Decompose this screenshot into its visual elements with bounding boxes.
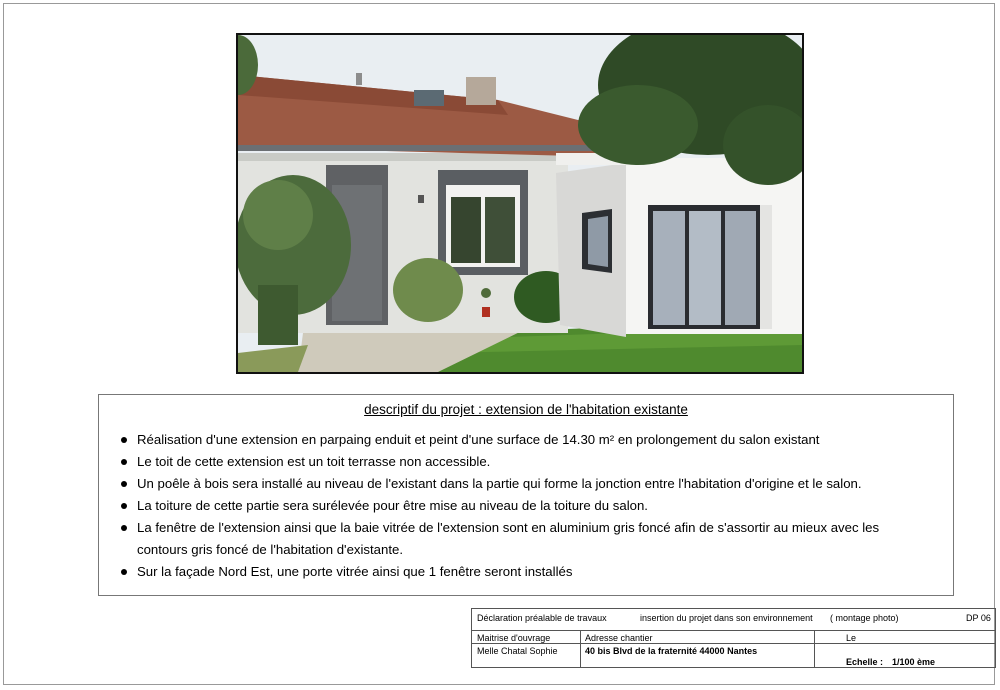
subject-label: insertion du projet dans son environnement (640, 613, 813, 623)
site-address: 40 bis Blvd de la fraternité 44000 Nantes (585, 646, 758, 656)
description-item: Le toit de cette extension est un toit terrasse non accessible. (121, 451, 933, 473)
description-list (121, 429, 933, 583)
project-photo-montage (236, 33, 804, 374)
title-block-divider (472, 630, 995, 631)
title-block-divider (580, 630, 581, 667)
title-block-divider (472, 643, 995, 644)
title-block (471, 608, 996, 668)
scale-label: Echelle : (846, 657, 884, 667)
owner-label: Maitrise d'ouvrage (477, 633, 551, 643)
project-description-box (98, 394, 954, 596)
sheet-number: DP 06 (966, 613, 991, 623)
description-item: Un poêle à bois sera installé au niveau de l'existant dans la partie qui forme la jonction entre l'habitation d'origine et le salon. (121, 473, 933, 495)
site-label: Adresse chantier (585, 633, 653, 643)
date-label: Le (846, 633, 857, 643)
description-item: La fenêtre de l'extension ainsi que la baie vitrée de l'extension sont en aluminium gris foncé afin de s'assortir au mieux avec les contours gris foncé de l'habitation d'existante. (121, 517, 933, 561)
description-item: La toiture de cette partie sera surélevée pour être mise au niveau de la toiture du salon. (121, 495, 933, 517)
declaration-label: Déclaration préalable de travaux (477, 613, 607, 623)
description-item: Sur la façade Nord Est, une porte vitrée ainsi que 1 fenêtre seront installés (121, 561, 933, 583)
description-item: Réalisation d'une extension en parpaing enduit et peint d'une surface de 14.30 m² en prolongement du salon existant (121, 429, 933, 451)
owner-name: Melle Chatal Sophie (477, 646, 558, 656)
title-block-divider (814, 630, 815, 667)
scale-value: 1/100 ème (892, 657, 936, 667)
note-label: ( montage photo) (830, 613, 899, 623)
description-title: descriptif du projet : extension de l'habitation existante (364, 402, 688, 417)
